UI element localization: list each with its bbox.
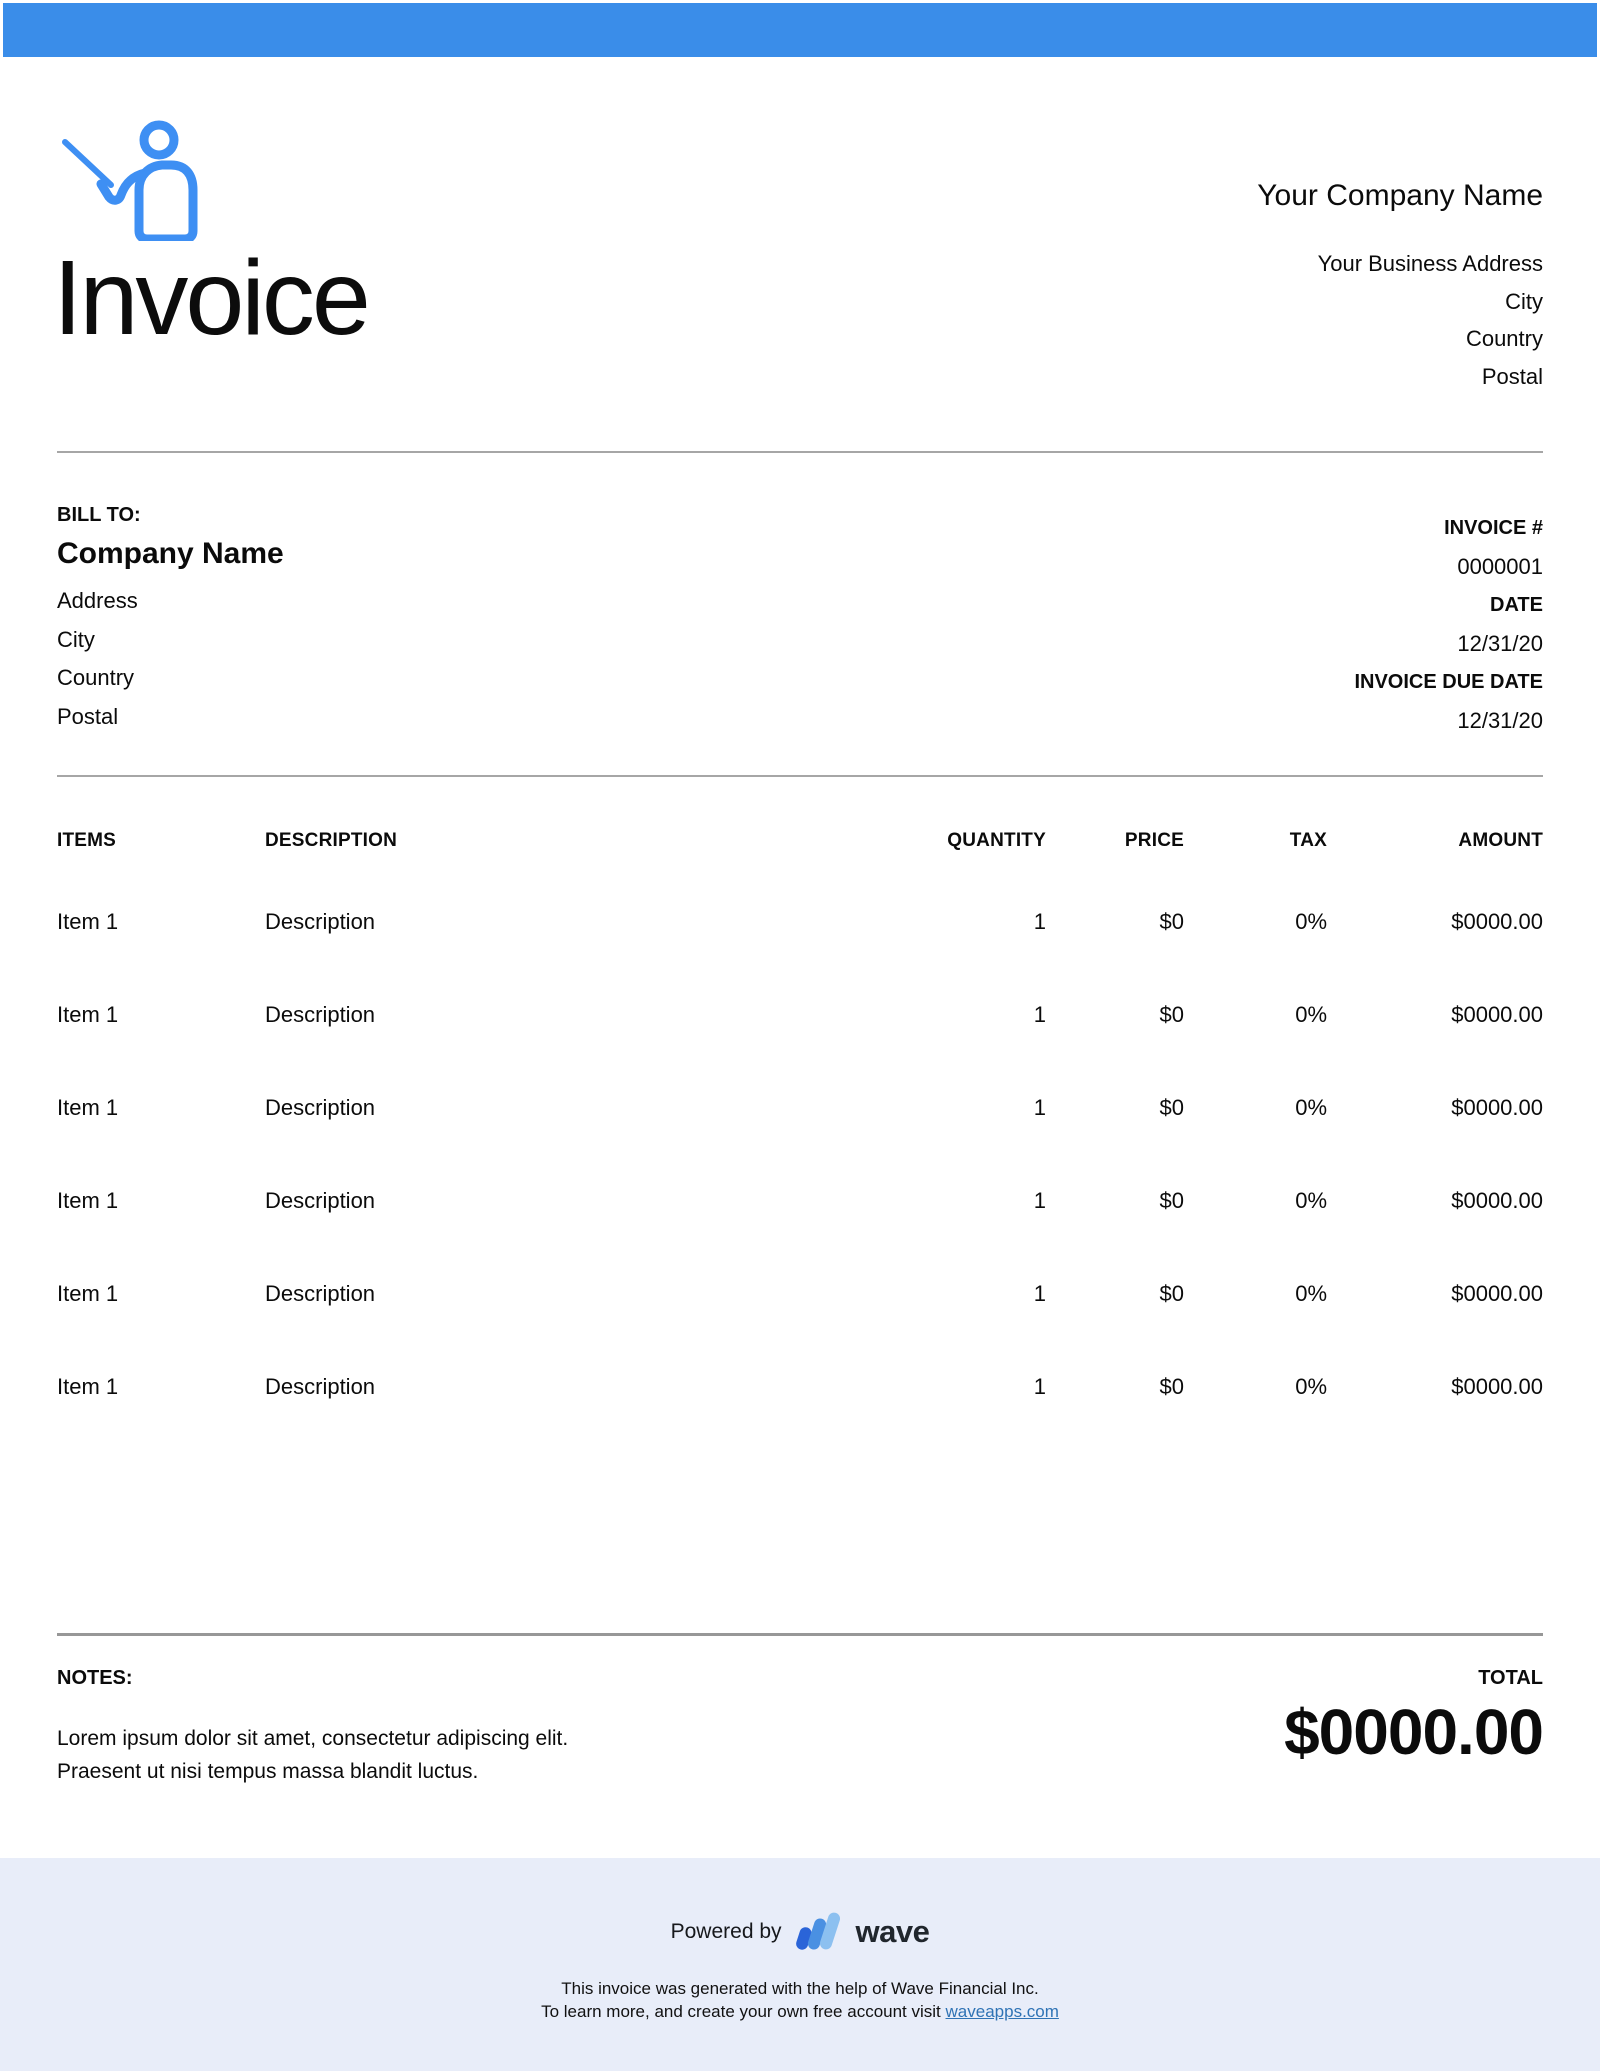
cell-description: Description (265, 1002, 376, 1027)
invoice-date-value: 12/31/20 (1457, 630, 1543, 656)
company-address-line: Country (1465, 326, 1543, 351)
cell-tax: 0% (1295, 1002, 1327, 1027)
company-name: Your Company Name (1257, 179, 1543, 212)
cell-item: Item 1 (57, 1002, 119, 1027)
cell-quantity: 1 (1033, 1188, 1046, 1213)
company-address-line: City (1505, 288, 1543, 314)
notes-line: Lorem ipsum dolor sit amet, consectetur adipiscing elit. (57, 1727, 569, 1750)
cell-description: Description (265, 909, 376, 934)
cell-tax: 0% (1295, 1281, 1327, 1306)
cell-description: Description (265, 1374, 376, 1399)
footer (0, 1858, 1600, 2071)
total-label: TOTAL (1478, 1667, 1543, 1689)
footer-info-line1: This invoice was generated with the help of Wave Financial Inc. (561, 1979, 1039, 1998)
cell-amount: $0000.00 (1451, 1374, 1543, 1399)
wave-logo-icon (794, 1910, 844, 1954)
bill-to-address-line: Country (57, 665, 135, 690)
cell-description: Description (265, 1281, 376, 1306)
bill-to-address-line: Address (57, 588, 138, 613)
table-row (57, 1002, 1543, 1095)
cell-price: $0 (1159, 1374, 1184, 1399)
table-row (57, 1095, 1543, 1188)
invoice-due-date-label: INVOICE DUE DATE (1354, 671, 1543, 693)
cell-description: Description (265, 1095, 376, 1120)
bill-to-section (0, 453, 1600, 775)
cell-item: Item 1 (57, 909, 119, 934)
col-header-price: PRICE (1124, 830, 1184, 851)
cell-price: $0 (1159, 909, 1184, 934)
footer-info (0, 1978, 1600, 2023)
col-header-items: ITEMS (57, 830, 117, 851)
cell-amount: $0000.00 (1451, 1002, 1543, 1027)
items-table (0, 777, 1600, 1633)
items-table-header (57, 777, 1543, 853)
powered-by-row (671, 1910, 930, 1954)
cell-tax: 0% (1295, 1374, 1327, 1399)
invoice-meta-block (1354, 509, 1543, 775)
invoice-number-label: INVOICE # (1444, 517, 1543, 539)
cell-price: $0 (1159, 1095, 1184, 1120)
bill-to-address-line: City (57, 626, 95, 652)
col-header-amount: AMOUNT (1458, 830, 1543, 851)
table-row (57, 909, 1543, 1002)
company-address (1257, 245, 1543, 395)
invoice-due-date-value: 12/31/20 (1457, 707, 1543, 733)
footer-info-line2-text: To learn more, and create your own free account visit (541, 2001, 946, 2021)
bill-to-label: BILL TO: (57, 504, 141, 526)
notes-line: Praesent ut nisi tempus massa blandit luctus. (57, 1760, 479, 1783)
table-row (57, 1188, 1543, 1281)
top-accent-bar (3, 3, 1597, 57)
cell-tax: 0% (1295, 1188, 1327, 1213)
invoice-number-value: 0000001 (1457, 553, 1543, 579)
cell-item: Item 1 (57, 1374, 119, 1399)
cell-item: Item 1 (57, 1188, 119, 1213)
powered-by-text: Powered by (670, 1920, 782, 1943)
waveapps-link[interactable]: waveapps.com (945, 2001, 1059, 2021)
items-rows (57, 909, 1543, 1467)
col-header-tax: TAX (1289, 830, 1327, 851)
cell-quantity: 1 (1033, 1095, 1046, 1120)
cell-amount: $0000.00 (1451, 909, 1543, 934)
company-info-block (1257, 178, 1543, 395)
cell-amount: $0000.00 (1451, 1281, 1543, 1306)
bill-to-block (57, 503, 284, 775)
col-header-description: DESCRIPTION (265, 830, 398, 851)
total-value: $0000.00 (1284, 1696, 1543, 1768)
cell-tax: 0% (1295, 909, 1327, 934)
footer-info-line2 (0, 2001, 1600, 2024)
invoice-header (0, 117, 1600, 451)
cell-tax: 0% (1295, 1095, 1327, 1120)
table-row (57, 1374, 1543, 1467)
col-header-quantity: QUANTITY (947, 830, 1046, 851)
cell-item: Item 1 (57, 1281, 119, 1306)
notes-label: NOTES: (57, 1667, 133, 1689)
bill-to-address-line: Postal (57, 703, 119, 729)
cell-quantity: 1 (1033, 1374, 1046, 1399)
cell-description: Description (265, 1188, 376, 1213)
cell-quantity: 1 (1033, 1281, 1046, 1306)
cell-item: Item 1 (57, 1095, 119, 1120)
company-address-line: Your Business Address (1317, 251, 1543, 276)
cell-price: $0 (1159, 1188, 1184, 1213)
cell-amount: $0000.00 (1451, 1095, 1543, 1120)
cell-quantity: 1 (1033, 1002, 1046, 1027)
invoice-date-label: DATE (1490, 594, 1543, 616)
cell-amount: $0000.00 (1451, 1188, 1543, 1213)
company-address-line: Postal (1481, 363, 1543, 389)
notes-text (57, 1722, 568, 1788)
table-row (57, 1281, 1543, 1374)
presenter-person-icon (59, 117, 207, 241)
bill-to-address (57, 582, 284, 736)
bill-to-company-name: Company Name (57, 537, 284, 570)
invoice-title: Invoice (53, 239, 368, 357)
cell-quantity: 1 (1033, 909, 1046, 934)
cell-price: $0 (1159, 1281, 1184, 1306)
wave-wordmark: wave (855, 1914, 930, 1949)
cell-price: $0 (1159, 1002, 1184, 1027)
